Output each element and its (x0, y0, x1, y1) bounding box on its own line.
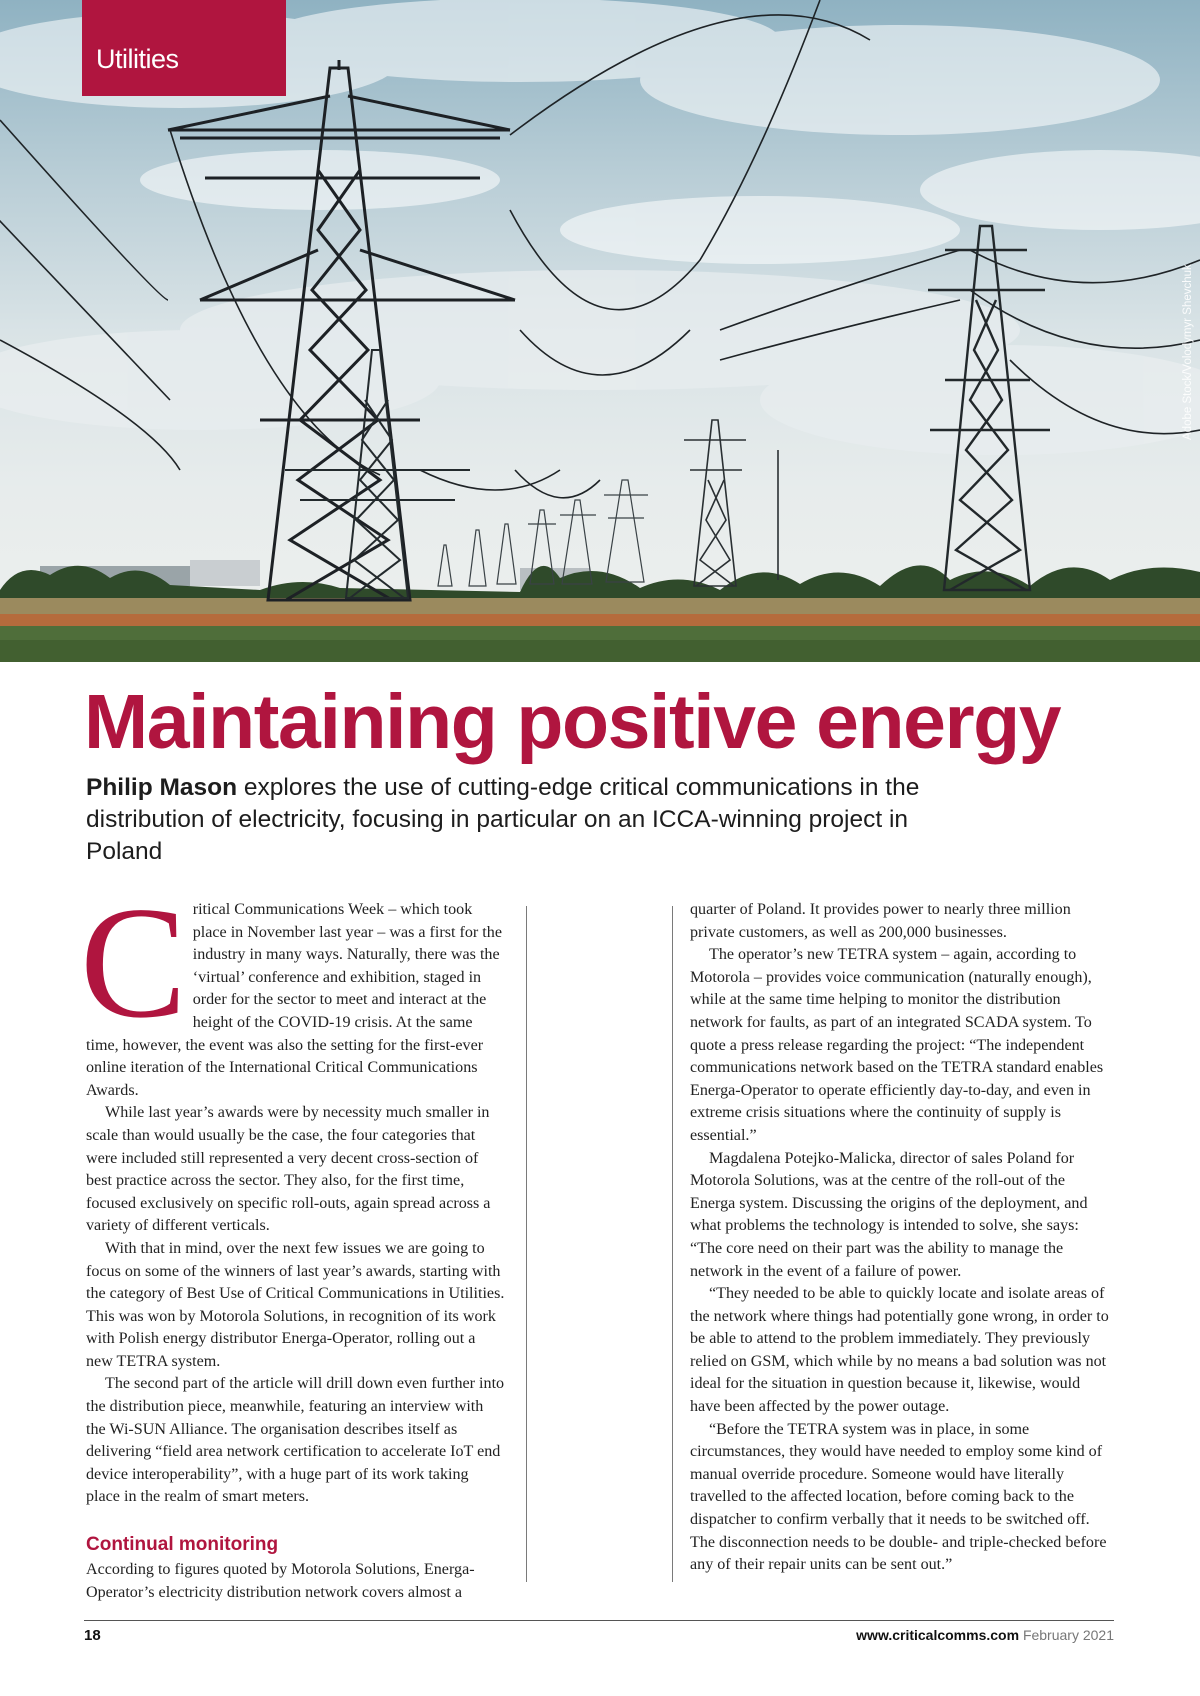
opening-text: ritical Communications Week – which took place in November last year – was a first for the industry in many ways. Naturally, there was the ‘virtual’ conference and exhibition, staged in order for the sector to meet and interact at the height of the COVID-19 crisis. At the same time, however, the event was also the setting for the first-ever online iteration of the International Critical Communications Awards. (86, 901, 502, 1099)
drop-cap: C (80, 873, 187, 1051)
article-paragraph: While last year’s awards were by necessity much smaller in scale than would usually be the case, the four categories that were included still represented a very decent cross-section of best practice across the sector. They also, for the first time, focused exclusively on specific roll-outs, again spread across a variety of different verticals. (86, 1104, 491, 1235)
electricity-pylons-illustration (0, 0, 1200, 662)
article-paragraph: “They needed to be able to quickly locate and isolate areas of the network where things had potentially gone wrong, in order to be able to attend to the problem immediately. They previously relied on GSM, which while by no means a bad solution was not ideal for the situation in question because it, likewise, would have been affected by the power outage. (690, 1285, 1109, 1416)
footer-date: February 2021 (1022, 1627, 1114, 1643)
footer-rule (84, 1620, 1114, 1621)
hero-photo (0, 0, 1200, 662)
article-column-left (80, 873, 506, 1604)
article-paragraph: “Before the TETRA system was in place, in some circumstances, they would have needed to employ some kind of manual override procedure. Someone would have literally travelled to the affected location, before coming back to the dispatcher to confirm verbally that it needs to be switched off. The disconnection needs to be double- and triple-checked before any of their repair units can be sent out.” (690, 1420, 1107, 1574)
standfirst (86, 772, 986, 868)
section-tab: Utilities (82, 0, 286, 96)
article-paragraph: quarter of Poland. It provides power to nearly three million private customers, as well as 200,000 businesses. (690, 901, 1071, 941)
article-paragraph: The second part of the article will drill down even further into the distribution piece, meanwhile, featuring an interview with the Wi-SUN Alliance. The organisation describes itself as delivering “field area network certification to accelerate IoT end device interoperability”, with a huge part of its work taking place in the realm of smart meters. (86, 1375, 505, 1506)
article-paragraph: With that in mind, over the next few issues we are going to focus on some of the winners of last year’s awards, starting with the category of Best Use of Critical Communications in Utilities. This was won by Motorola Solutions, in recognition of its work with Polish energy distributor Energa-Operator, rolling out a new TETRA system. (86, 1239, 505, 1370)
page-number: 18 (84, 1627, 101, 1644)
footer-url: www.criticalcomms.com (856, 1627, 1020, 1643)
article-paragraph (80, 873, 506, 1102)
subheading: Continual monitoring (86, 1534, 279, 1556)
article-paragraph: Magdalena Potejko-Malicka, director of sales Poland for Motorola Solutions, was at the centre of the roll-out of the Energa system. Discussing the origins of the deployment, and what problems the technology is intended to solve, she says: “The core need on their part was the ability to manage the network in the event of a failure of power. (690, 1149, 1088, 1280)
article-paragraph: The operator’s new TETRA system – again, according to Motorola – provides voice communication (naturally enough), while at the same time helping to monitor the distribution network for faults, as part of an integrated SCADA system. To quote a press release regarding the project: “The independent communications network based on the TETRA standard enables Energa-Operator to operate efficiently day-to-day, and even in extreme crisis situations where the continuity of supply is essential.” (690, 946, 1104, 1144)
footer-site-info (856, 1627, 1114, 1643)
column-divider-left (526, 906, 527, 1582)
article-column-right (690, 899, 1110, 1577)
article-paragraph: According to figures quoted by Motorola Solutions, Energa-Operator’s electricity distribution network covers almost a (86, 1561, 475, 1601)
headline: Maintaining positive energy (84, 679, 1061, 765)
column-divider-right (672, 906, 673, 1582)
standfirst-text: explores the use of cutting-edge critical communications in the distribution of electricity, focusing in particular on an ICCA-winning project in Poland (86, 774, 920, 865)
photo-credit: Adobe Stock/Volodymyr Shevchuk (1182, 264, 1194, 440)
author-name: Philip Mason (86, 774, 238, 801)
